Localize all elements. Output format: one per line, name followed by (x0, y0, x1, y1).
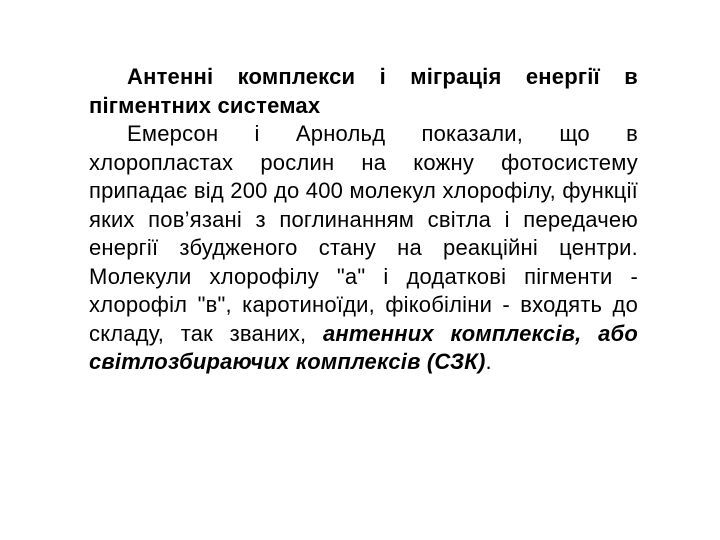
sentence-end: . (485, 349, 492, 374)
connector-word: або (598, 320, 639, 346)
body-text: Емерсон і Арнольд показали, що в хлоропластах рослин на кожну фотосистему припадає від 200 до 400 молекул хлорофілу, функції яких пов’язані з поглинанням світла і передачею енергії збудженого стану на реакційні центри. Молекули хлорофілу "а" і додаткові пігменти - хлорофіл "в", каротиноїди, фікобіліни - входять до складу, так званих, (89, 121, 638, 346)
slide-heading: Антенні комплекси і міграція енергії в пігментних системах (89, 64, 638, 118)
term-antenna-complexes: антенних комплексів, (322, 320, 582, 346)
term-light-harvesting-complexes: світлозбираючих комплексів (СЗК) (89, 349, 486, 374)
slide-text (89, 63, 638, 377)
body-paragraph (89, 120, 638, 377)
